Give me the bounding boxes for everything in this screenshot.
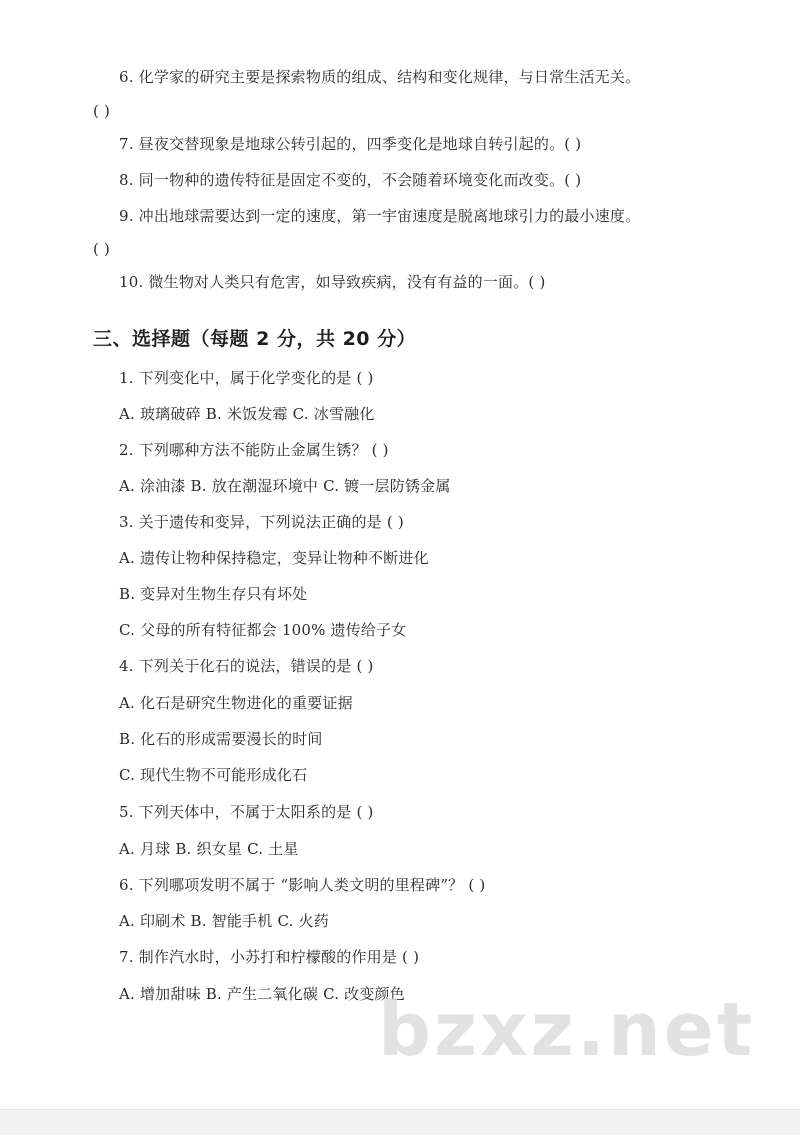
choice-q1-options: A. 玻璃破碎 B. 米饭发霉 C. 冰雪融化 xyxy=(119,405,375,423)
choice-q3-option-a: A. 遗传让物种保持稳定，变异让物种不断进化 xyxy=(119,549,429,567)
choice-q3-option-c: C. 父母的所有特征都会 100% 遗传给子女 xyxy=(119,621,407,639)
choice-q5: 5. 下列天体中，不属于太阳系的是 ( ) xyxy=(119,803,374,821)
choice-q2-options: A. 涂油漆 B. 放在潮湿环境中 C. 镀一层防锈金属 xyxy=(119,477,451,495)
choice-q4-option-a: A. 化石是研究生物进化的重要证据 xyxy=(119,694,353,712)
choice-q4-option-c: C. 现代生物不可能形成化石 xyxy=(119,766,308,784)
section-title-choice: 三、选择题（每题 2 分，共 20 分） xyxy=(93,328,417,350)
judge-item-6-blank: ( ) xyxy=(93,102,111,120)
choice-q3-option-b: B. 变异对生物生存只有坏处 xyxy=(119,585,308,603)
choice-q6: 6. 下列哪项发明不属于 “影响人类文明的里程碑”？ ( ) xyxy=(119,876,486,894)
choice-q1: 1. 下列变化中，属于化学变化的是 ( ) xyxy=(119,369,374,387)
choice-q5-options: A. 月球 B. 织女星 C. 土星 xyxy=(119,840,299,858)
choice-q7: 7. 制作汽水时，小苏打和柠檬酸的作用是 ( ) xyxy=(119,948,420,966)
choice-q3: 3. 关于遗传和变异，下列说法正确的是 ( ) xyxy=(119,513,404,531)
choice-q2: 2. 下列哪种方法不能防止金属生锈？ ( ) xyxy=(119,441,389,459)
watermark: bzxz.net xyxy=(378,987,756,1073)
choice-q6-options: A. 印刷术 B. 智能手机 C. 火药 xyxy=(119,912,329,930)
choice-q4: 4. 下列关于化石的说法，错误的是 ( ) xyxy=(119,657,374,675)
judge-item-6: 6. 化学家的研究主要是探索物质的组成、结构和变化规律，与日常生活无关。 xyxy=(119,68,641,86)
judge-item-10: 10. 微生物对人类只有危害，如导致疾病，没有有益的一面。( ) xyxy=(119,273,546,291)
choice-q7-options: A. 增加甜味 B. 产生二氧化碳 C. 改变颜色 xyxy=(119,985,405,1003)
judge-item-7: 7. 昼夜交替现象是地球公转引起的，四季变化是地球自转引起的。( ) xyxy=(119,135,582,153)
choice-q4-option-b: B. 化石的形成需要漫长的时间 xyxy=(119,730,323,748)
page-bottom-edge xyxy=(0,1109,800,1135)
judge-item-9-blank: ( ) xyxy=(93,240,111,258)
judge-item-9: 9. 冲出地球需要达到一定的速度，第一宇宙速度是脱离地球引力的最小速度。 xyxy=(119,207,641,225)
judge-item-8: 8. 同一物种的遗传特征是固定不变的，不会随着环境变化而改变。( ) xyxy=(119,171,582,189)
